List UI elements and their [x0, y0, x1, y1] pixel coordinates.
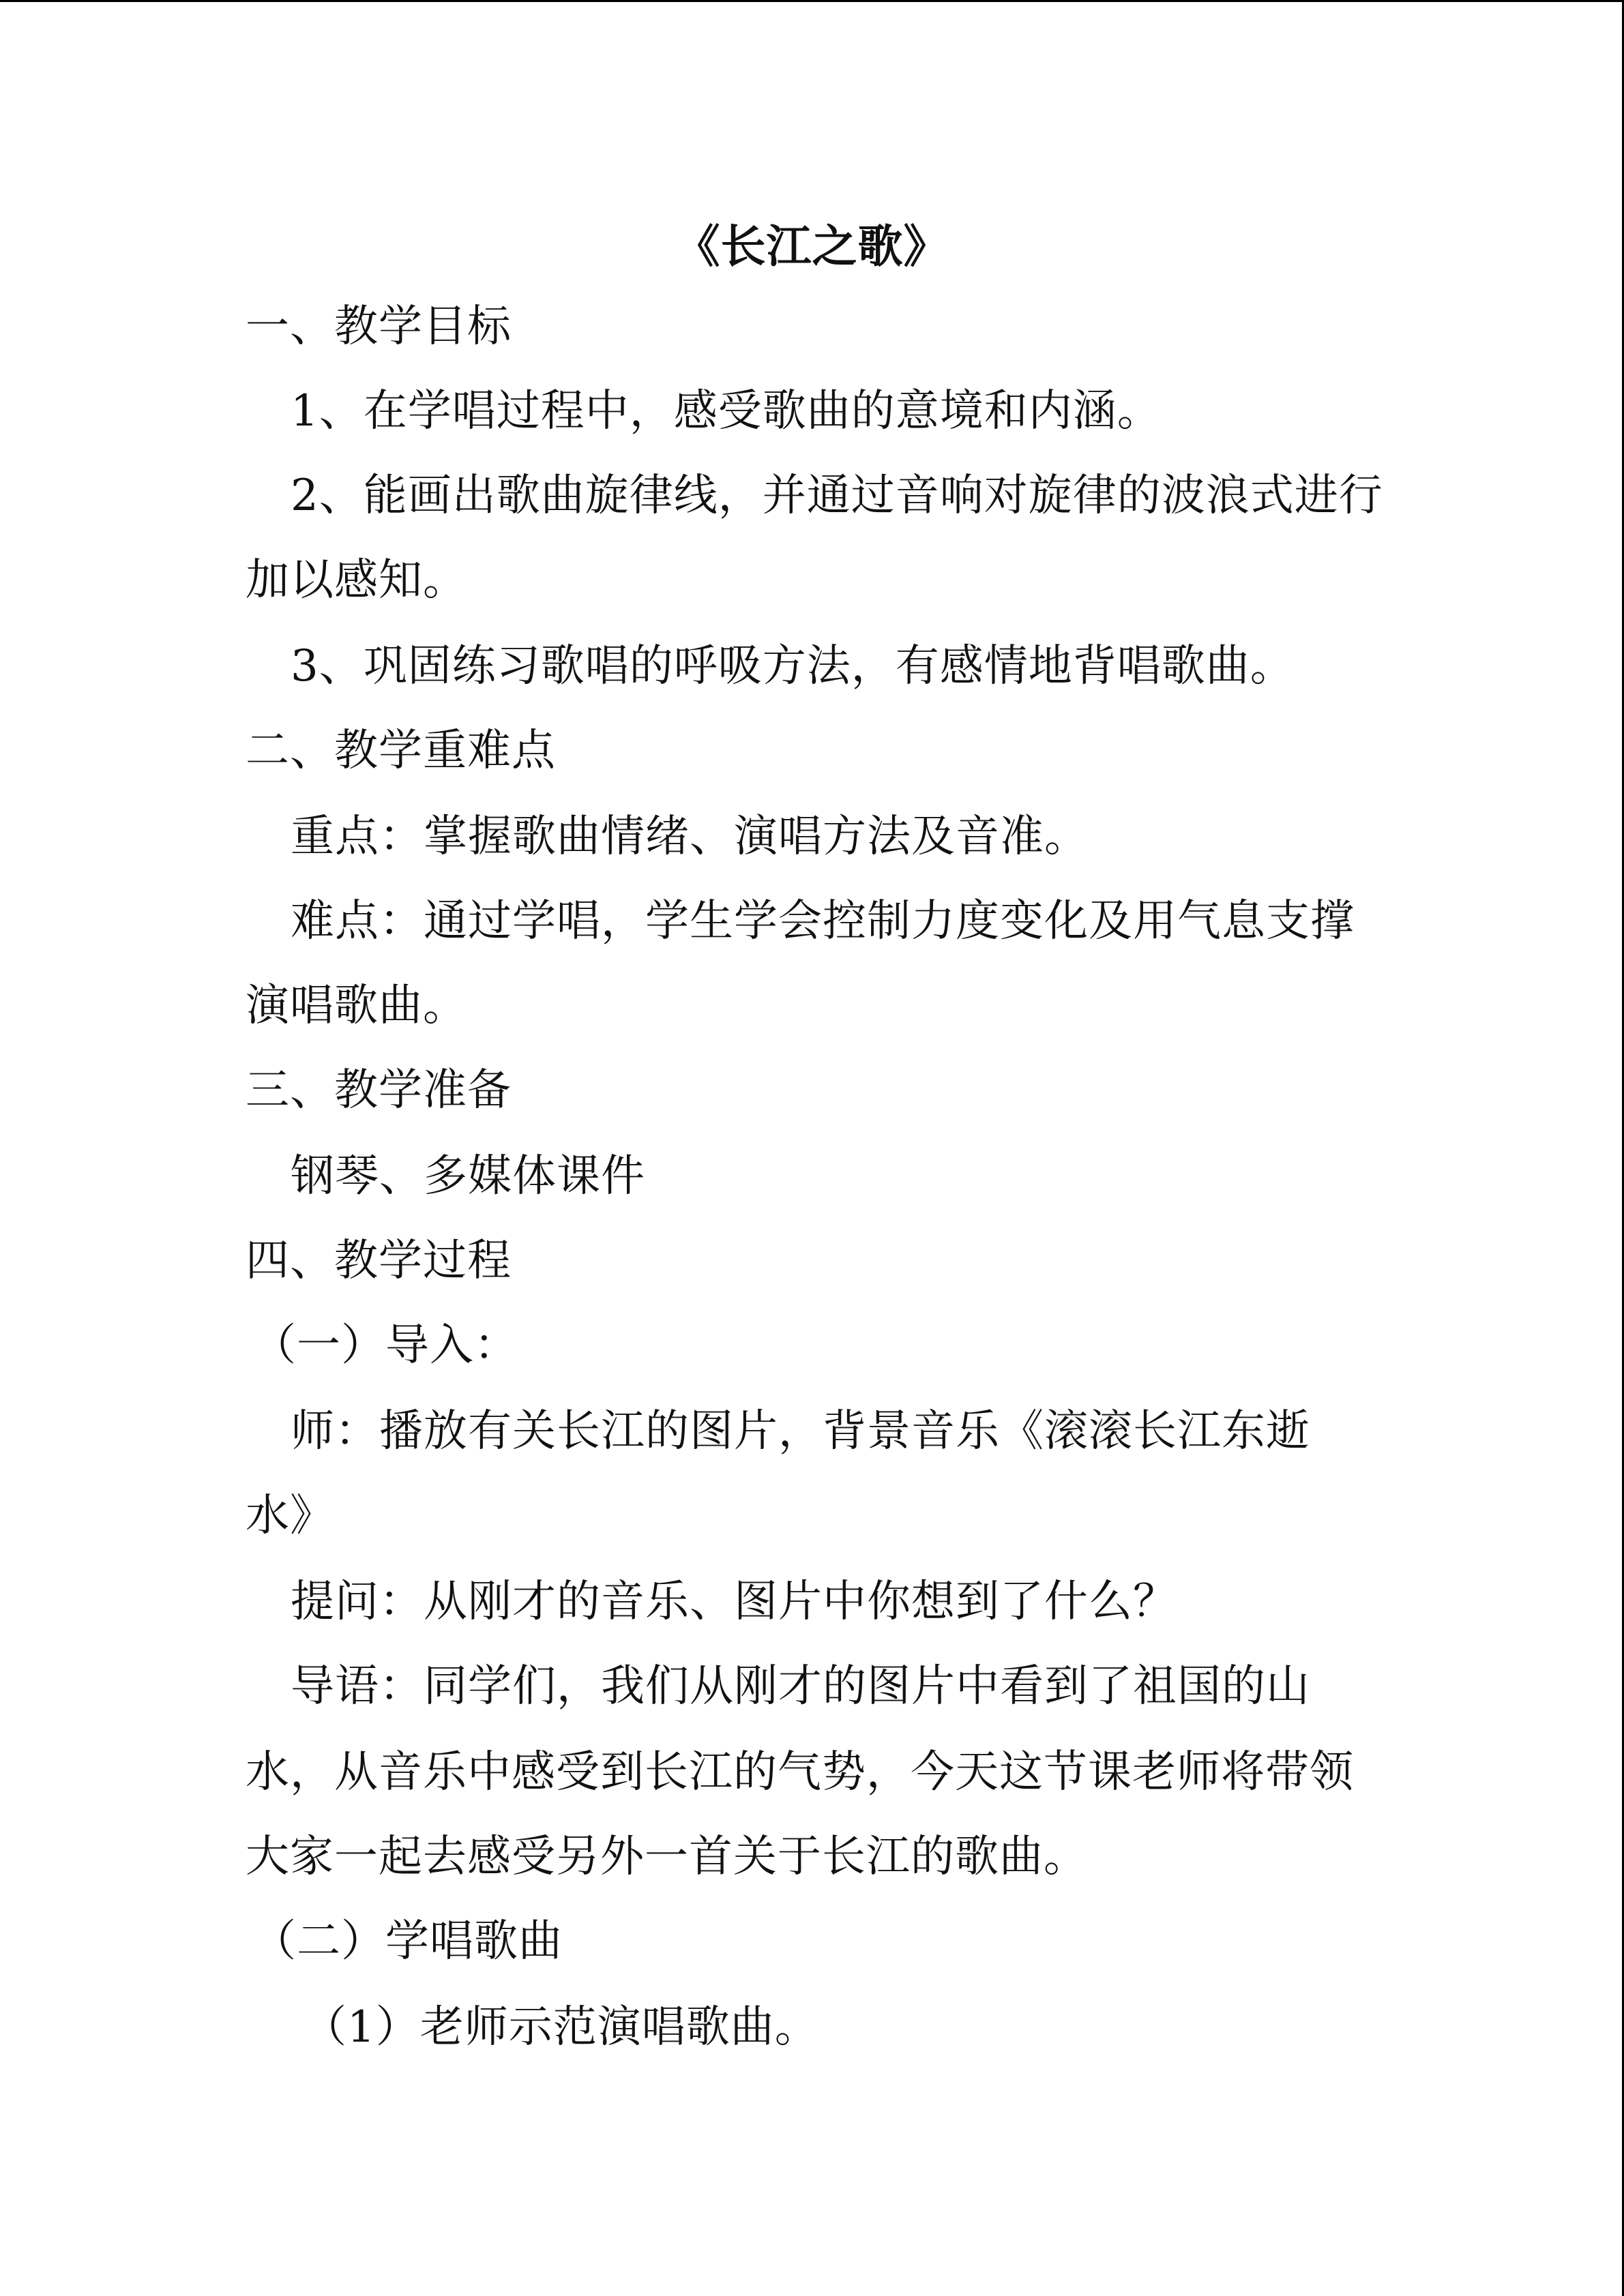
section-heading-key-points: 二、教学重难点	[246, 726, 556, 776]
section-heading-process: 四、教学过程	[246, 1236, 512, 1286]
paragraph-teacher-cont: 水》	[246, 1491, 334, 1541]
paragraph-objective-1: 1、在学唱过程中，感受歌曲的意境和内涵。	[291, 386, 1162, 436]
subsection-heading-intro: （一）导入：	[252, 1320, 518, 1371]
paragraph-objective-2-cont: 加以感知。	[246, 555, 467, 606]
paragraph-question: 提问：从刚才的音乐、图片中你想到了什么？	[291, 1577, 1177, 1627]
section-heading-preparation: 三、教学准备	[246, 1065, 512, 1116]
paragraph-difficulty-cont: 演唱歌曲。	[246, 981, 467, 1031]
document-title: 《长江之歌》	[675, 220, 949, 273]
paragraph-difficulty: 难点：通过学唱，学生学会控制力度变化及用气息支撑	[291, 896, 1355, 946]
paragraph-lead-in: 导语：同学们，我们从刚才的图片中看到了祖国的山	[291, 1661, 1310, 1712]
paragraph-preparation: 钢琴、多媒体课件	[291, 1151, 645, 1202]
subsection-heading-learn-song: （二）学唱歌曲	[252, 1916, 563, 1967]
paragraph-objective-3: 3、巩固练习歌唱的呼吸方法，有感情地背唱歌曲。	[291, 641, 1295, 691]
paragraph-teacher: 师：播放有关长江的图片，背景音乐《滚滚长江东逝	[291, 1406, 1310, 1457]
section-heading-objectives: 一、教学目标	[246, 301, 512, 352]
paragraph-key-point: 重点：掌握歌曲情绪、演唱方法及音准。	[291, 811, 1089, 862]
paragraph-lead-in-cont-1: 水，从音乐中感受到长江的气势，今天这节课老师将带领	[246, 1747, 1354, 1798]
paragraph-lead-in-cont-2: 大家一起去感受另外一首关于长江的歌曲。	[246, 1832, 1088, 1882]
paragraph-step-1: （1）老师示范演唱歌曲。	[303, 2002, 819, 2053]
paragraph-objective-2: 2、能画出歌曲旋律线，并通过音响对旋律的波浪式进行	[291, 471, 1383, 521]
